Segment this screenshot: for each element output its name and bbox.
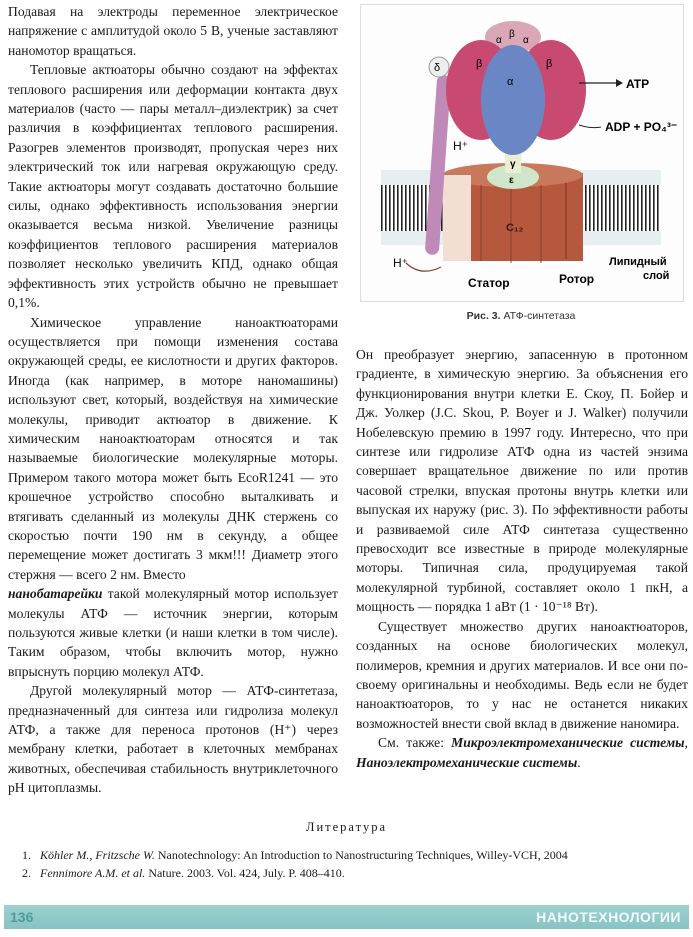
label-c12: C₁₂	[506, 222, 524, 234]
label-h-plus-top: H⁺	[453, 139, 468, 153]
ref-number: 1.	[22, 848, 31, 862]
label-stator: Статор	[468, 276, 510, 290]
alpha-subunit	[481, 45, 545, 155]
page-footer	[4, 905, 689, 929]
paragraph: Он преобразует энергию, запасенную в протонном градиенте, в химическую энергию. За объяснения его функционирования внутри клетки Е. Скоу, П. Бойер и Дж. Уолкер (J.C. Skou, P. Boyer и J. Walker) получили Нобелевскую премию в 1997 году. Интересно, что при синтезе или гидролизе АТФ одна из частей энзима совершает вращательное движение по или против часовой стрелки, впуская протоны внутрь клетки или выпуская их наружу (рис. 3). По эффективности работы и развиваемой силе АТФ синтетаза существенно превосходит все известные в природе молекулярные моторы. Типичная сила, продуцируемая такой молекулярной турбиной, составляет около 1 пкН, а мощность — порядка 1 аВт (1 · 10⁻¹⁸ Вт).	[356, 347, 688, 615]
label-epsilon: ε	[509, 175, 514, 186]
label-alpha-top-left: α	[496, 35, 502, 46]
label-h-plus-bottom: H⁺	[393, 256, 408, 270]
caption-text: АТФ-синтетаза	[503, 310, 576, 322]
label-alpha: α	[507, 76, 514, 88]
stator	[443, 175, 471, 261]
running-title: НАНОТЕХНОЛОГИИ	[536, 909, 681, 925]
caption-label: Рис. 3.	[466, 310, 501, 322]
see-also-label: См. также:	[378, 735, 444, 751]
see-also: См. также: Микроэлектромеханические системы, Наноэлектромеханические системы.	[356, 735, 688, 770]
ref-text: Nature. 2003. Vol. 424, July. P. 408–410.	[148, 866, 345, 880]
see-also-link-mems[interactable]: Микроэлектромеханические системы	[451, 735, 685, 751]
reference-list	[22, 846, 568, 882]
reference-item	[22, 846, 568, 864]
label-atp: ATP	[626, 77, 650, 91]
see-also-link-nems[interactable]: Наноэлектромеханические системы	[356, 754, 578, 770]
ref-text: Nanotechnology: An Introduction to Nanostructuring Techniques, Willey-VCH, 2004	[157, 848, 568, 862]
paragraph-text: такой молекулярный мотор использует молекулы АТФ — источник энергии, которым пользуются живые клетки (и наши клетки в том числе). Таким образом, чтобы включить мотор, нужно впрыснуть порцию молекул АТФ.	[8, 586, 338, 679]
ref-authors: Köhler M., Fritzsche W.	[40, 848, 155, 862]
paragraph: Тепловые актюаторы обычно создают на эффектах теплового расширения или деформации контакта двух материалов (часто — пары металл–диэлектрик) за счет различия в коэффициентах теплового расширения. Разогрев элементов производят, пропуская через них электрический ток или нагревая окружающую среду. Такие актюаторы могут создавать достаточно большие силы, однако эффективность использования энергии оказывается весьма низкой. Увеличение разницы коэффициентов теплового расширения материалов позволяет несколько увеличить КПД, однако общая эффективность этих устройств обычно не превышает 0,1%.	[8, 62, 338, 311]
label-beta-right: β	[546, 58, 553, 70]
label-gamma: γ	[510, 159, 516, 170]
paragraph: Другой молекулярный мотор — АТФ-синтетаза, предназначенный для синтеза или гидролиза молекул АТФ, а также для переноса протонов (H⁺) через мембрану клетки, работает в клеточных мембранах животных, обеспечивая стабильность внутриклеточного pH цитоплазмы.	[8, 683, 338, 796]
paragraph: Подавая на электроды переменное электрическое напряжение с амплитудой около 5 В, ученые заставляют наномотор вращаться.	[8, 4, 338, 58]
label-alpha-top-right: α	[523, 35, 529, 46]
ref-authors: Fennimore A.M. et al.	[40, 866, 146, 880]
label-lipid-1: Липидный	[609, 256, 667, 268]
label-beta-top: β	[509, 29, 515, 40]
ref-number: 2.	[22, 866, 31, 880]
label-rotor: Ротор	[559, 272, 595, 286]
atp-synthase-illustration	[361, 5, 683, 301]
left-column	[8, 2, 338, 798]
figure-caption	[360, 310, 682, 322]
paragraph: Химическое управление наноактюаторами осуществляется при помощи изменения состава окружающей среды, ее кислотности и других факторов. Иногда (как например, в моторе наномашины) используют свет, который, воздействуя на химические молекулы, приводит актюатор в движение. К химическим наноактюаторам относятся и так называемые биологические молекулярные моторы. Примером такого мотора может быть EcoR1241 — это крошечное устройство способно выталкивать и втягивать сделанный из молекулы ДНК стержень со скоростью почти 190 нм в секунду, а общее перемещение может достигать 3 мкм!!! Диаметр этого стержня — всего 2 нм. Вместо	[8, 314, 338, 582]
page-number: 136	[10, 909, 34, 925]
label-lipid-2: слой	[643, 270, 670, 282]
literature-heading: Литература	[306, 820, 387, 834]
label-beta-left: β	[476, 58, 483, 70]
reference-item	[22, 864, 568, 882]
label-delta: δ	[434, 62, 441, 74]
emphasis-term: нанобатарейки	[8, 586, 103, 602]
right-column	[356, 345, 688, 772]
paragraph: Существует множество других наноактюаторов, созданных на основе биологических молекул, полимеров, кремния и других материалов. И все они по-своему оригинальны и необходимы. Ведь если не будет наноактюаторов, то у нас не останется никаких возможностей внести свой вклад в движение наномира.	[356, 618, 688, 731]
figure-atp-synthase	[360, 4, 684, 302]
paragraph-continued	[8, 584, 338, 681]
label-adp: ADP + PO₄³⁻	[605, 120, 678, 134]
